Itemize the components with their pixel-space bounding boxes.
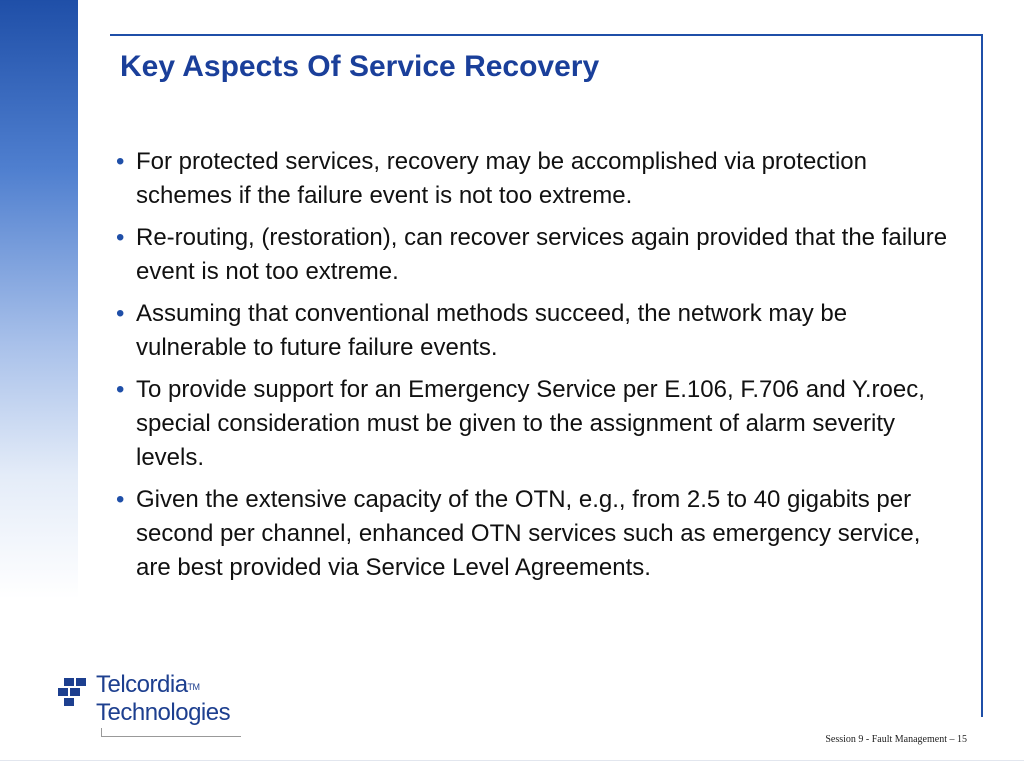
bullet-item: [114, 145, 954, 213]
bullet-dot-icon: •: [116, 376, 125, 403]
bullet-text: Given the extensive capacity of the OTN, e.g., from 2.5 to 40 gigabits per second per channel, enhanced OTN services such as emergency service, are best provided via Service Level Agreements.: [136, 486, 921, 581]
bullet-dot-icon: •: [116, 148, 125, 175]
bullet-item: [114, 297, 954, 365]
bullet-item: [114, 483, 954, 585]
footer-page-number: 15: [957, 734, 967, 745]
bullet-dot-icon: •: [116, 300, 125, 327]
logo-rule: [101, 736, 241, 737]
bullet-dot-icon: •: [116, 486, 125, 513]
frame-right-rule: [981, 34, 983, 717]
logo-line2: Technologies: [96, 699, 231, 726]
frame-top-rule: [110, 34, 983, 36]
left-gradient-band: [0, 0, 78, 768]
bullet-dot-icon: •: [116, 224, 125, 251]
bullet-text: Assuming that conventional methods succeed, the network may be vulnerable to future failure events.: [136, 300, 848, 361]
logo-trademark: TM: [187, 682, 200, 692]
logo-line1: Telcordia: [96, 671, 188, 698]
telcordia-logo-mark-icon: [56, 676, 92, 712]
footer-session: Session 9 - Fault Management: [825, 734, 947, 745]
footer-separator: –: [949, 734, 955, 745]
slide-footer: [825, 734, 967, 745]
bullet-text: For protected services, recovery may be accomplished via protection schemes if the failure event is not too extreme.: [136, 148, 867, 209]
bullet-text: Re-routing, (restoration), can recover services again provided that the failure event is not too extreme.: [136, 224, 948, 285]
bottom-rule: [0, 760, 1024, 761]
logo-wordmark: [96, 672, 230, 726]
bullet-item: [114, 221, 954, 289]
bullet-list: [114, 145, 954, 593]
slide-title: Key Aspects Of Service Recovery: [120, 50, 600, 83]
bullet-item: [114, 373, 954, 475]
bullet-text: To provide support for an Emergency Service per E.106, F.706 and Y.roec, special consideration must be given to the assignment of alarm severity levels.: [136, 376, 925, 471]
telcordia-logo: [56, 672, 246, 742]
